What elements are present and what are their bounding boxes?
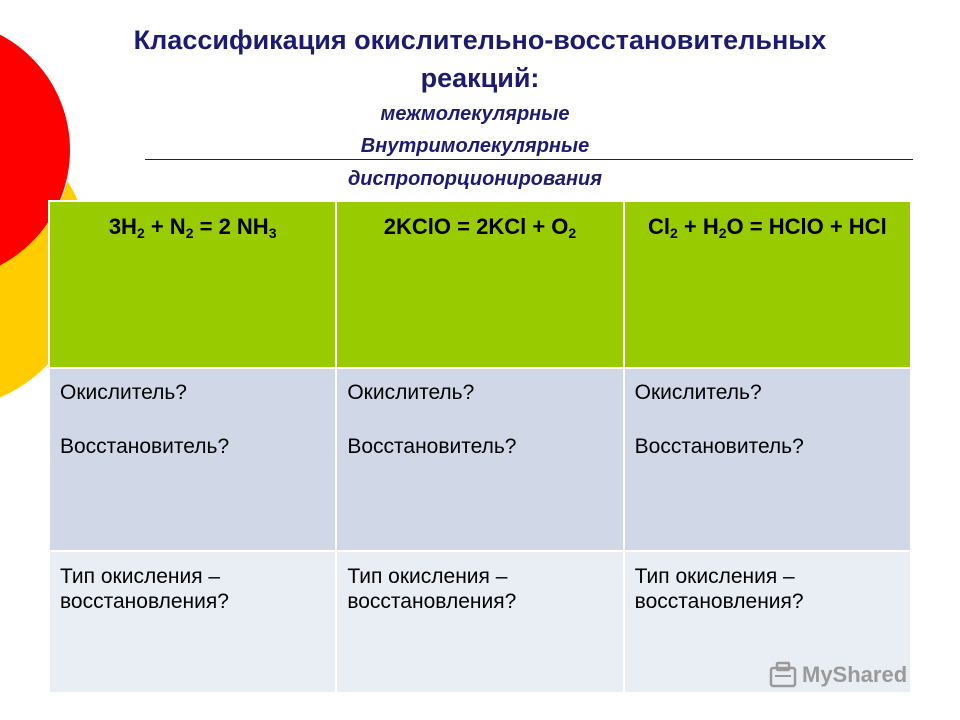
reducer-question: Восстановитель? [60,435,230,458]
myshared-logo-icon [768,660,798,690]
reactions-table [48,200,912,694]
type-question-line2: восстановления? [347,590,517,614]
agents-cell [624,368,911,551]
equation-text: + H [677,214,719,239]
type-cell [336,551,623,693]
reaction-type-intramolecular: Внутримолекулярные [360,135,590,157]
divider-line [145,159,913,160]
equation-text: = 2 NH [193,214,269,239]
subscript: 2 [568,225,577,241]
type-cell [49,551,336,693]
slide-title-line2: реакций: [420,63,540,93]
subscript: 2 [669,225,678,241]
equation-text: O = HClO + HCl [726,214,887,239]
reducer-question: Восстановитель? [634,435,804,458]
subscript: 2 [185,225,194,241]
reaction-type-disproportionation: диспропорционирования [347,168,603,190]
equation-cell-chlorine [624,201,911,368]
watermark-text: MyShared [802,662,908,687]
slide-title-line1: Классификация окислительно-восстановительных [133,25,827,55]
equation-text: 3H [108,214,137,239]
equation-cell-kclo [336,201,623,368]
reducer-question: Восстановитель? [347,435,517,458]
equations-row [49,201,911,368]
equation-text: 2KClO = 2KCl + O [383,214,569,239]
equation-text: Cl [647,214,670,239]
subscript: 3 [268,225,277,241]
oxidizer-question: Окислитель? [60,381,187,404]
type-question-line2: восстановления? [60,590,229,614]
type-question-line1: Тип окисления – [60,565,221,588]
subscript: 2 [136,225,145,241]
type-question-line1: Тип окисления – [634,565,795,588]
equation-text: + N [144,214,186,239]
oxidizer-question: Окислитель? [347,381,475,404]
agents-cell [336,368,623,551]
type-question-line2: восстановления? [634,590,804,614]
myshared-watermark [768,660,928,690]
agents-row [49,368,911,551]
equation-cell-ammonia [49,201,336,368]
type-question-line1: Тип окисления – [347,565,508,588]
oxidizer-question: Окислитель? [634,381,762,404]
reaction-type-intermolecular: межмолекулярные [380,103,570,125]
subscript: 2 [718,225,727,241]
agents-cell [49,368,336,551]
